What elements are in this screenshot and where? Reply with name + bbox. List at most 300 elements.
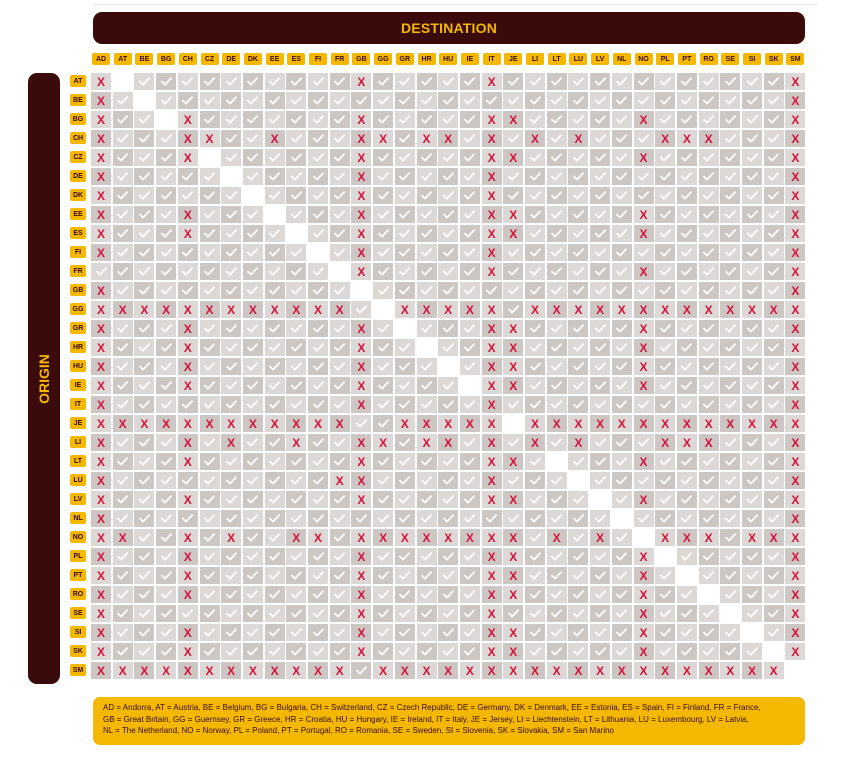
check-icon [681, 552, 692, 561]
cell-ro-lt [547, 586, 567, 603]
cell-lv-lv [590, 491, 610, 508]
cell-fr-at [113, 263, 133, 280]
column-header-fr: FR [331, 53, 349, 65]
cell-cz-hr [417, 149, 437, 166]
cell-gr-be [134, 320, 154, 337]
check-icon [117, 400, 128, 409]
check-icon [182, 514, 193, 523]
row-header-lu: LU [70, 474, 86, 486]
check-icon [443, 286, 454, 295]
cell-fi-pt [677, 244, 697, 261]
check-icon [703, 381, 714, 390]
cell-nl-sk [764, 510, 784, 527]
check-icon [530, 172, 541, 181]
cell-li-ee [265, 434, 285, 451]
cell-je-ro: X [699, 415, 719, 432]
cell-sm-sk: X [764, 662, 784, 679]
check-icon [182, 609, 193, 618]
cell-lu-ro [699, 472, 719, 489]
cell-ee-ee [265, 206, 285, 223]
cell-cz-lu [568, 149, 588, 166]
cell-hu-se [720, 358, 740, 375]
check-icon [356, 666, 367, 675]
check-icon [291, 324, 302, 333]
check-icon [573, 343, 584, 352]
cell-gg-lv: X [590, 301, 610, 318]
check-icon [768, 628, 779, 637]
check-icon [334, 248, 345, 257]
cell-ie-at [113, 377, 133, 394]
check-icon [551, 77, 562, 86]
check-icon [530, 533, 541, 542]
cell-be-se [720, 92, 740, 109]
cell-es-ie [460, 225, 480, 242]
cell-ie-sk [764, 377, 784, 394]
cell-si-li [525, 624, 545, 641]
cell-hr-se [720, 339, 740, 356]
check-icon [399, 571, 410, 580]
cell-cz-ee [265, 149, 285, 166]
check-icon [226, 381, 237, 390]
check-icon [747, 647, 758, 656]
cell-lt-si [742, 453, 762, 470]
cell-dk-be [134, 187, 154, 204]
cell-se-lu [568, 605, 588, 622]
check-icon [139, 229, 150, 238]
cell-ie-it: X [482, 377, 502, 394]
check-icon [421, 647, 432, 656]
cell-it-si [742, 396, 762, 413]
cell-pt-es [286, 567, 306, 584]
cell-lv-ee [265, 491, 285, 508]
check-icon [399, 286, 410, 295]
cell-se-li [525, 605, 545, 622]
check-icon [551, 172, 562, 181]
cell-ie-li [525, 377, 545, 394]
check-icon [768, 172, 779, 181]
cell-pl-lt [547, 548, 567, 565]
check-icon [204, 210, 215, 219]
cell-sk-gg [373, 643, 393, 660]
check-icon [117, 590, 128, 599]
check-icon [399, 77, 410, 86]
check-icon [313, 590, 324, 599]
cell-dk-sk [764, 187, 784, 204]
cell-sm-gr: X [395, 662, 415, 679]
cell-dk-sm: X [785, 187, 805, 204]
cell-lu-lt [547, 472, 567, 489]
cell-lv-hu [438, 491, 458, 508]
check-icon [399, 495, 410, 504]
check-icon [530, 609, 541, 618]
cell-je-no: X [634, 415, 654, 432]
check-icon [247, 609, 258, 618]
cell-at-cz [200, 73, 220, 90]
cell-bg-ie [460, 111, 480, 128]
cell-pl-be [134, 548, 154, 565]
cell-pt-gg [373, 567, 393, 584]
cell-gr-li [525, 320, 545, 337]
cell-lt-lu [568, 453, 588, 470]
cell-je-de: X [221, 415, 241, 432]
cell-se-pl [655, 605, 675, 622]
check-icon [703, 248, 714, 257]
check-icon [226, 115, 237, 124]
cell-sk-sk [764, 643, 784, 660]
cell-sm-dk: X [243, 662, 263, 679]
check-icon [768, 457, 779, 466]
cell-de-fr [330, 168, 350, 185]
cell-lt-ee [265, 453, 285, 470]
cell-lv-lt [547, 491, 567, 508]
check-icon [464, 362, 475, 371]
cell-ee-lv [590, 206, 610, 223]
cell-cz-dk [243, 149, 263, 166]
cell-je-fr: X [330, 415, 350, 432]
cell-gr-ro [699, 320, 719, 337]
check-icon [725, 457, 736, 466]
cell-pt-pl [655, 567, 675, 584]
check-icon [399, 191, 410, 200]
cell-li-hr: X [417, 434, 437, 451]
check-icon [660, 495, 671, 504]
cell-ch-fr [330, 130, 350, 147]
cell-bg-at [113, 111, 133, 128]
check-icon [703, 628, 714, 637]
check-icon [747, 115, 758, 124]
check-icon [291, 115, 302, 124]
check-icon [464, 96, 475, 105]
cell-je-hr: X [417, 415, 437, 432]
check-icon [747, 191, 758, 200]
cell-fr-de [221, 263, 241, 280]
cell-bg-hu [438, 111, 458, 128]
cell-je-lt: X [547, 415, 567, 432]
cell-si-es [286, 624, 306, 641]
cell-hu-lt [547, 358, 567, 375]
check-icon [247, 134, 258, 143]
cell-li-se [720, 434, 740, 451]
cell-fr-bg [156, 263, 176, 280]
cell-dk-bg [156, 187, 176, 204]
check-icon [681, 343, 692, 352]
check-icon [508, 134, 519, 143]
check-icon [660, 647, 671, 656]
cell-fr-ee [265, 263, 285, 280]
check-icon [399, 362, 410, 371]
cell-be-ee [265, 92, 285, 109]
cell-no-gg: X [373, 529, 393, 546]
cell-it-lu [568, 396, 588, 413]
check-icon [204, 628, 215, 637]
check-icon [313, 115, 324, 124]
cell-ch-no [634, 130, 654, 147]
cell-hu-si [742, 358, 762, 375]
cell-ch-ch: X [178, 130, 198, 147]
check-icon [204, 115, 215, 124]
cell-lu-je [503, 472, 523, 489]
check-icon [313, 457, 324, 466]
cell-de-lt [547, 168, 567, 185]
check-icon [573, 229, 584, 238]
cell-pt-lu [568, 567, 588, 584]
cell-je-lu: X [568, 415, 588, 432]
cell-bg-gg [373, 111, 393, 128]
cell-nl-lv [590, 510, 610, 527]
cell-gb-li [525, 282, 545, 299]
cell-sm-hr: X [417, 662, 437, 679]
check-icon [660, 229, 671, 238]
check-icon [313, 552, 324, 561]
cell-at-sm: X [785, 73, 805, 90]
cell-hr-ie [460, 339, 480, 356]
cell-dk-je [503, 187, 523, 204]
cell-nl-de [221, 510, 241, 527]
check-icon [768, 476, 779, 485]
cell-ch-ro: X [699, 130, 719, 147]
cell-ie-no: X [634, 377, 654, 394]
cell-pl-lv [590, 548, 610, 565]
cell-sk-lu [568, 643, 588, 660]
cell-ee-no: X [634, 206, 654, 223]
check-icon [616, 210, 627, 219]
cell-ro-je: X [503, 586, 523, 603]
cell-ro-se [720, 586, 740, 603]
row-header-pl: PL [70, 550, 86, 562]
cell-dk-fi [308, 187, 328, 204]
cell-sm-fi: X [308, 662, 328, 679]
check-icon [247, 153, 258, 162]
column-header-at: AT [114, 53, 132, 65]
cell-hr-gb: X [351, 339, 371, 356]
check-icon [530, 381, 541, 390]
check-icon [269, 571, 280, 580]
cell-de-se [720, 168, 740, 185]
cell-gg-si: X [742, 301, 762, 318]
cell-ro-bg [156, 586, 176, 603]
check-icon [573, 514, 584, 523]
cell-dk-ee [265, 187, 285, 204]
cell-dk-ie [460, 187, 480, 204]
check-icon [139, 571, 150, 580]
check-icon [269, 324, 280, 333]
column-header-dk: DK [244, 53, 262, 65]
check-icon [117, 229, 128, 238]
cell-lt-at [113, 453, 133, 470]
check-icon [595, 153, 606, 162]
check-icon [681, 476, 692, 485]
cell-gb-pt [677, 282, 697, 299]
check-icon [291, 343, 302, 352]
cell-lu-ch [178, 472, 198, 489]
check-icon [139, 362, 150, 371]
check-icon [681, 210, 692, 219]
check-icon [681, 495, 692, 504]
cell-it-lt [547, 396, 567, 413]
check-icon [161, 647, 172, 656]
cell-gg-lt: X [547, 301, 567, 318]
check-icon [334, 343, 345, 352]
cell-de-no [634, 168, 654, 185]
cell-fi-nl [612, 244, 632, 261]
cell-dk-de [221, 187, 241, 204]
check-icon [291, 286, 302, 295]
cell-lt-es [286, 453, 306, 470]
cell-fr-gg [373, 263, 393, 280]
check-icon [464, 647, 475, 656]
cell-at-hu [438, 73, 458, 90]
cell-de-cz [200, 168, 220, 185]
check-icon [616, 267, 627, 276]
check-icon [313, 324, 324, 333]
cell-be-cz [200, 92, 220, 109]
cell-fi-ch [178, 244, 198, 261]
check-icon [399, 590, 410, 599]
check-icon [291, 248, 302, 257]
check-icon [595, 210, 606, 219]
check-icon [638, 514, 649, 523]
cell-hu-dk [243, 358, 263, 375]
cell-dk-pl [655, 187, 675, 204]
cell-si-de [221, 624, 241, 641]
check-icon [551, 115, 562, 124]
cell-fi-hr [417, 244, 437, 261]
cell-li-cz [200, 434, 220, 451]
column-header-pt: PT [678, 53, 696, 65]
check-icon [161, 77, 172, 86]
cell-gr-je: X [503, 320, 523, 337]
cell-ro-nl [612, 586, 632, 603]
cell-es-fi [308, 225, 328, 242]
check-icon [269, 400, 280, 409]
cell-ch-je [503, 130, 523, 147]
check-icon [551, 514, 562, 523]
cell-at-li [525, 73, 545, 90]
cell-it-at [113, 396, 133, 413]
check-icon [681, 647, 692, 656]
cell-pt-bg [156, 567, 176, 584]
cell-at-nl [612, 73, 632, 90]
check-icon [443, 229, 454, 238]
cell-hu-es [286, 358, 306, 375]
cell-lt-se [720, 453, 740, 470]
cell-ro-lu [568, 586, 588, 603]
cell-no-lv: X [590, 529, 610, 546]
cell-bg-gr [395, 111, 415, 128]
check-icon [530, 476, 541, 485]
cell-be-pt [677, 92, 697, 109]
cell-hr-ee [265, 339, 285, 356]
cell-lv-at [113, 491, 133, 508]
check-icon [204, 362, 215, 371]
cell-bg-ad: X [91, 111, 111, 128]
check-icon [638, 248, 649, 257]
cell-sm-je: X [503, 662, 523, 679]
check-icon [139, 172, 150, 181]
cell-li-es: X [286, 434, 306, 451]
check-icon [768, 286, 779, 295]
cell-fi-at [113, 244, 133, 261]
cell-se-pt [677, 605, 697, 622]
check-icon [313, 400, 324, 409]
check-icon [660, 609, 671, 618]
cell-es-ad: X [91, 225, 111, 242]
check-icon [204, 552, 215, 561]
check-icon [747, 381, 758, 390]
check-icon [768, 134, 779, 143]
check-icon [747, 457, 758, 466]
cell-gb-gr [395, 282, 415, 299]
check-icon [638, 438, 649, 447]
column-header-es: ES [287, 53, 305, 65]
row-header-gr: GR [70, 322, 86, 334]
cell-pt-at [113, 567, 133, 584]
check-icon [768, 400, 779, 409]
check-icon [573, 77, 584, 86]
check-icon [334, 533, 345, 542]
cell-pt-hr [417, 567, 437, 584]
cell-fr-lt [547, 263, 567, 280]
cell-ro-hr [417, 586, 437, 603]
check-icon [313, 191, 324, 200]
cell-no-at: X [113, 529, 133, 546]
cell-lv-gr [395, 491, 415, 508]
cell-ie-hr [417, 377, 437, 394]
check-icon [443, 571, 454, 580]
check-icon [616, 533, 627, 542]
check-icon [573, 248, 584, 257]
check-icon [703, 96, 714, 105]
cell-cz-bg [156, 149, 176, 166]
cell-gg-dk: X [243, 301, 263, 318]
check-icon [660, 324, 671, 333]
cell-ee-lt [547, 206, 567, 223]
check-icon [551, 324, 562, 333]
row-header-dk: DK [70, 189, 86, 201]
check-icon [117, 457, 128, 466]
cell-hr-hu [438, 339, 458, 356]
cell-es-lv [590, 225, 610, 242]
cell-at-be [134, 73, 154, 90]
check-icon [573, 210, 584, 219]
cell-bg-bg [156, 111, 176, 128]
cell-pl-fi [308, 548, 328, 565]
cell-nl-cz [200, 510, 220, 527]
cell-de-gr [395, 168, 415, 185]
cell-sm-at: X [113, 662, 133, 679]
cell-hr-hr [417, 339, 437, 356]
check-icon [703, 571, 714, 580]
cell-ie-je: X [503, 377, 523, 394]
cell-gg-bg: X [156, 301, 176, 318]
cell-lt-fr [330, 453, 350, 470]
cell-lv-sm: X [785, 491, 805, 508]
cell-it-gg [373, 396, 393, 413]
cell-de-li [525, 168, 545, 185]
cell-se-ad: X [91, 605, 111, 622]
check-icon [269, 286, 280, 295]
cell-si-lu [568, 624, 588, 641]
check-icon [269, 362, 280, 371]
cell-fi-bg [156, 244, 176, 261]
column-header-gr: GR [396, 53, 414, 65]
cell-ee-sm: X [785, 206, 805, 223]
check-icon [161, 286, 172, 295]
check-icon [139, 381, 150, 390]
check-icon [421, 457, 432, 466]
cell-ie-be [134, 377, 154, 394]
check-icon [464, 248, 475, 257]
